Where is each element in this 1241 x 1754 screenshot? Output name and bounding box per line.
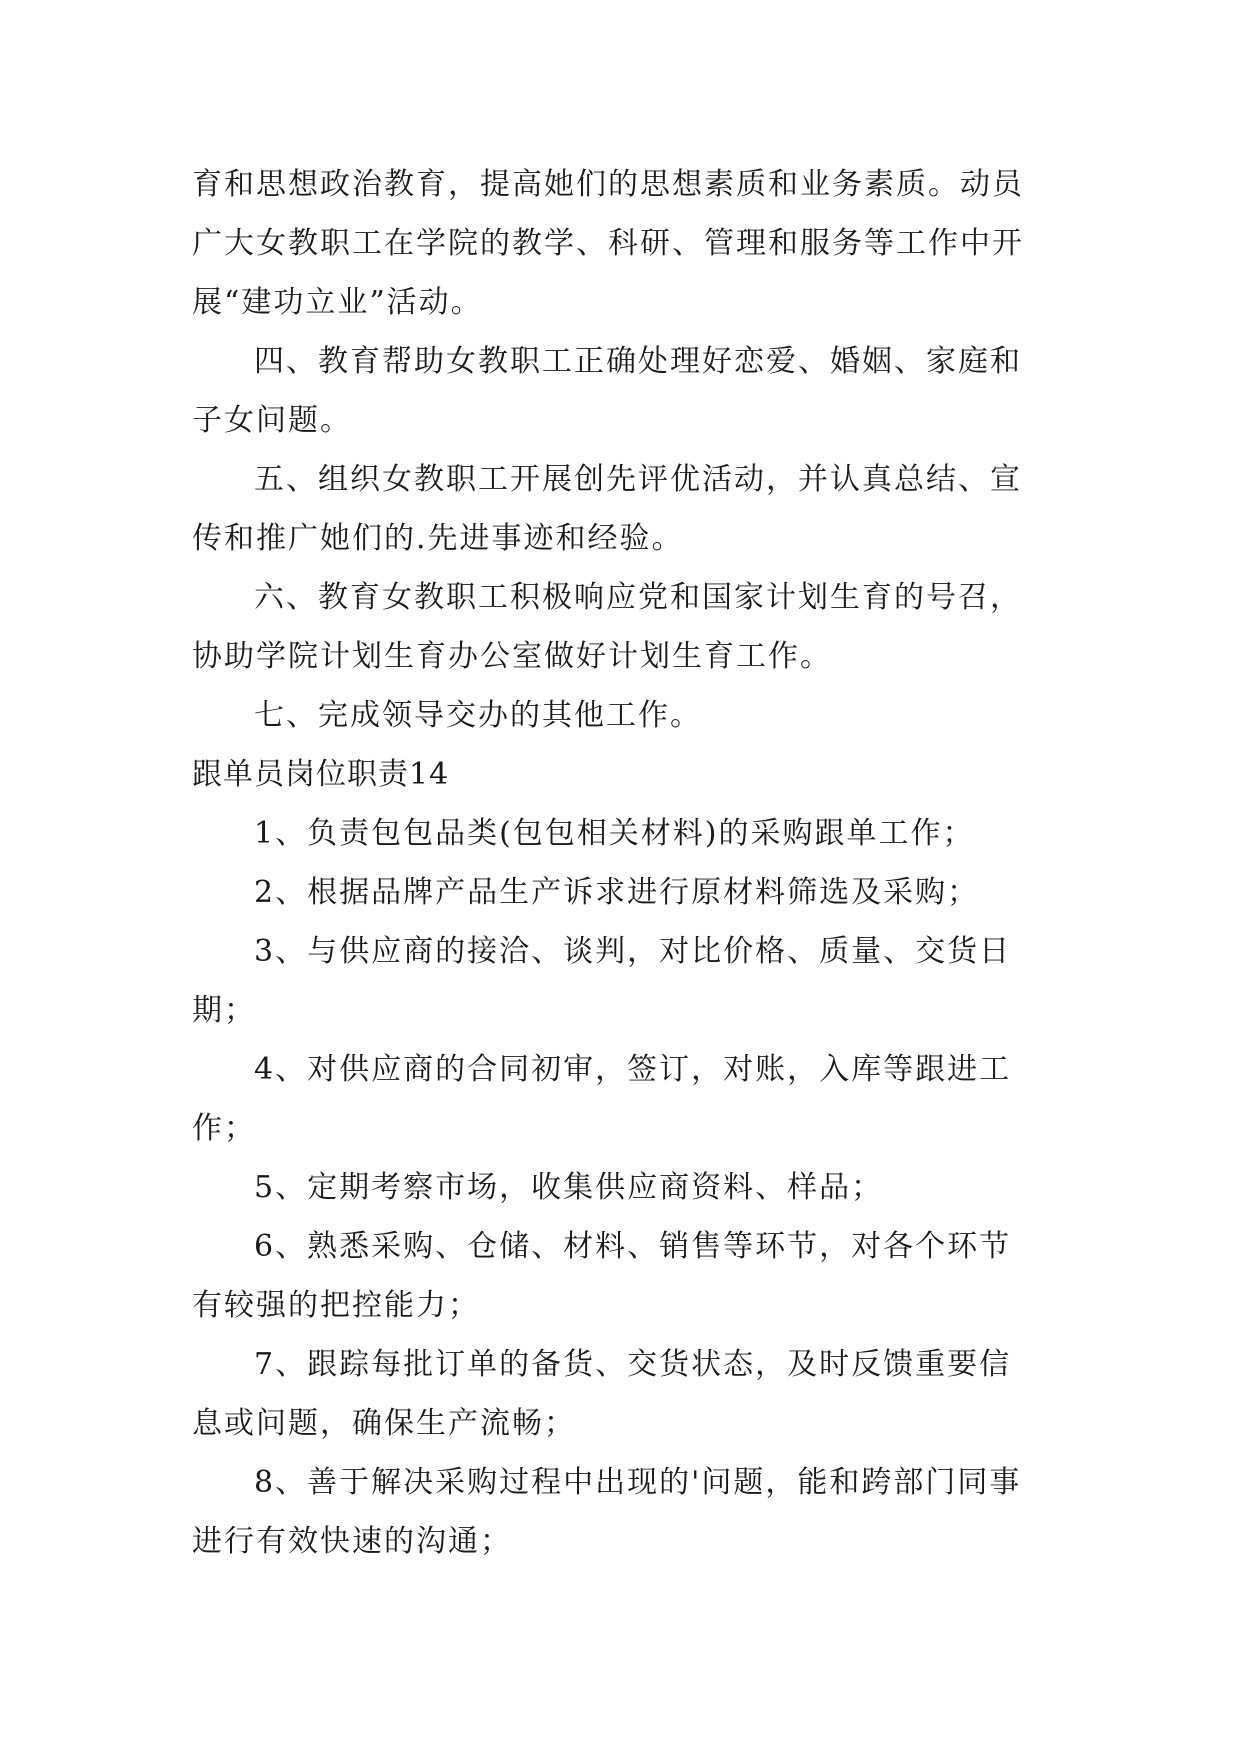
list-item-continuation: 息或问题，确保生产流畅； (192, 1406, 576, 1441)
list-item-continuation: 期； (192, 993, 256, 1028)
paragraph-line: 五、组织女教职工开展创先评优活动，并认真总结、宣 (254, 462, 1022, 497)
list-item-continuation: 作； (192, 1111, 256, 1146)
list-item: 1、负责包包品类(包包相关材料)的采购跟单工作； (254, 816, 975, 851)
paragraph-line: 子女问题。 (192, 403, 352, 438)
paragraph-line: 育和思想政治教育，提高她们的思想素质和业务素质。动员 (192, 167, 1024, 202)
list-item: 2、根据品牌产品生产诉求进行原材料筛选及采购； (254, 875, 980, 910)
list-item: 5、定期考察市场，收集供应商资料、样品； (254, 1170, 884, 1205)
paragraph-line: 七、完成领导交办的其他工作。 (254, 698, 702, 733)
paragraph-line: 广大女教职工在学院的教学、科研、管理和服务等工作中开 (192, 226, 1024, 261)
list-item-continuation: 进行有效快速的沟通； (192, 1524, 512, 1559)
list-item: 4、对供应商的合同初审，签订，对账，入库等跟进工 (254, 1052, 1012, 1087)
paragraph-line: 四、教育帮助女教职工正确处理好恋爱、婚姻、家庭和 (254, 344, 1022, 379)
paragraph-line: 传和推广她们的.先进事迹和经验。 (192, 521, 684, 556)
list-item: 6、熟悉采购、仓储、材料、销售等环节，对各个环节 (254, 1229, 1012, 1264)
list-item: 7、跟踪每批订单的备货、交货状态，及时反馈重要信 (254, 1347, 1012, 1382)
list-item: 3、与供应商的接洽、谈判，对比价格、质量、交货日 (254, 934, 1012, 969)
list-item-continuation: 有较强的把控能力； (192, 1288, 480, 1323)
list-item: 8、善于解决采购过程中出现的'问题，能和跨部门同事 (254, 1465, 1022, 1500)
paragraph-line: 协助学院计划生育办公室做好计划生育工作。 (192, 639, 832, 674)
section-heading: 跟单员岗位职责14 (192, 757, 450, 792)
paragraph-line: 展“建功立业”活动。 (192, 285, 483, 320)
paragraph-line: 六、教育女教职工积极响应党和国家计划生育的号召， (254, 580, 1022, 615)
document-body (192, 155, 1052, 1571)
